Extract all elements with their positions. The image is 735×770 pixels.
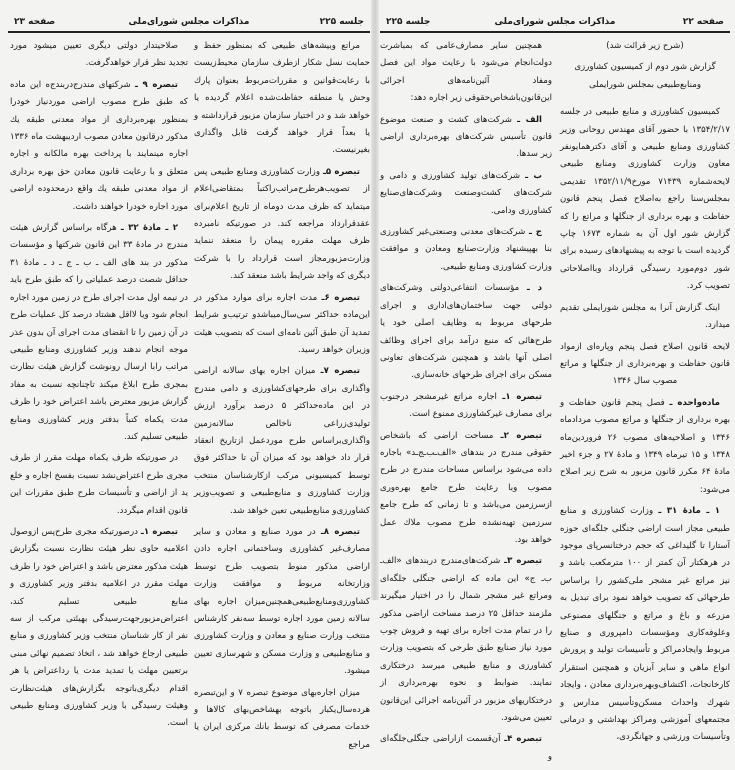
- paragraph-text: آن‌قسمت ازاراضی جنگلی‌جلگه‌ای و: [380, 734, 552, 762]
- paragraph-text: فصل پنجم قانون حفاظت و بهره برداری از جنگلها و مراتع مصوب مردادماه ۱۳۴۶ و اصلاحیه‌های مصوب ۲۶ فروردین‌ماه ۱۳۴۸ و ۱۵ تیرماه ۱۳۴۹ و مادهٔ ۲۷ و جزء اخیر مادهٔ ۶۴ مکرر قانون مزبور به شرح زیر اصلاح می‌شود:: [560, 397, 730, 495]
- paragraph-text: مؤسسات انتفاعی‌دولتی وشرکت‌های دولتی جهت ساختمان‌های‌اداری و اجرای طرحهای مربوط به وظایف اصلی خود یا طرح‌هائی که منبع درآمد برای اجرای وظائف اصلی آنها باشد و همچنین شرکت‌های تعاونی مسکن برای اجرای طرحهای خانه‌سازی.: [380, 283, 552, 381]
- paragraph: [194, 363, 370, 520]
- page-number: صفحه ۲۳: [14, 17, 56, 27]
- session-number: جلسه ۲۲۵: [386, 17, 431, 27]
- paragraph: کمیسیون کشاورزی و منابع طبیعی در جلسه ۱۳۵۴/۲/۱۷ با حضور آقای مهندس روحانی وزیر کشاورزی ومنابع طبیعی و آقای دکترهمایونفر معاون وزارت کشاورزی ومنابع طبیعی لایحه‌شماره ۷۱۴۳۹ مورخ۱۳۵۲/۱۱/۹ تقدیمی بمجلس‌سنا راجع به‌اصلاح فصل پنجم قانون حفاظت و بهره برداری از جنگلها و مراتع را که گزارش شور اول آن به شماره ۱۶۷۳ چاپ گردیده است با توجه به پیشنهادهای رسیده برای شور دوم‌مورد رسیدگی قرارداد وبااصلاحاتی تصویب کرد.: [560, 107, 730, 292]
- paragraph: [10, 220, 188, 446]
- paragraph: [194, 38, 370, 160]
- paragraph: [10, 524, 188, 733]
- paragraph: [10, 450, 188, 520]
- paragraph-text: در مورد صنایع و معادن و سایر مصارف‌غیر کشاورزی وساختمانی اجاره دادن اراضی مذکور منوط بتصویب طرح توسط وزارتخانه مربوط و موافقت وزارت کشاورزی‌ومنابع‌طبیعی‌همچنین‌میزان اجاره بهای سالانه زمین مورد اجاره توسط سه‌نفر کارشناس منتخب وزارت صنایع و معادن و وزارت کشاورزی و منابع‌طبیعی و وزارت مسکن و شهرسازی تعیین میشود.: [194, 526, 370, 677]
- paragraph-text: شرکت‌های معدنی وصنعتی‌غیر کشاورزی بنا بهپیشنهاد وزارت‌صنایع ومعادن و موافقت وزارت کشاورزی ومنابع طبیعی.: [380, 227, 552, 272]
- paragraph: [194, 290, 370, 360]
- text-column-left: [380, 38, 552, 770]
- page-gutter: [371, 0, 379, 600]
- paragraph-text: شرکت‌های تولید کشاورزی و دامی و شرکت‌های کشت‌وصنعت وشرکت‌های‌صنایع کشاورزی ودامی.: [380, 170, 552, 216]
- clause-label: ج ـ: [528, 227, 542, 238]
- paragraph-text: وزارت کشاورزی و منابع طبیعی مجاز است اراضی جنگلی جلگه‌ای حوزه آستارا تا گلیداغی که حجم درختانسرپای موجود در هرهکتار آن کمتر از ۱۰۰ مترمکعب باشد و نیز مراتع غیر مشجر ملی‌کشور را براساس طرحهائی که تصویب خواهد نمود برای تبدیل به مزرعه و باغ و مراتع و جنگلهای مصنوعی وعلوفه‌کاری ومؤسسات دامپروری و صنایع مربوط وایجادمراکز و تأسیسات تولید و پرورش انواع ماهی و سایر آبزیان و همچنین استقرار کارخانجات، اکتشاف‌وبهره‌برداری معادن ، وایجاد شهرك واحداث مسکن‌وتأسیس مدارس و مجتمعهای آموزشی ومراکز بهداشتی و درمانی وتأسیسات ورزشی و جهانگردی،: [560, 506, 730, 743]
- paragraph: [560, 395, 730, 499]
- note-label: تبصره ۲ـ: [500, 430, 542, 441]
- header-title: مذاکرات مجلس شورای‌ملی: [494, 17, 616, 27]
- paragraph-text: مساحت اراضی که باشخاص حقوقی مندرج در بندهای «الف‌ـب‌ـج‌ـد» باجاره داده می‌شود براساس مساحات مندرج در طرح مصوب وبا رعایت طرح جامع بهره‌وری ازسرزمین می‌باشد و تا زمانی که طرح جامع سرزمین تهیه‌نشده طرح مصوب ملاك عمل خواهد بود.: [380, 430, 552, 545]
- note-label: تبصره ۴ـ: [504, 734, 542, 745]
- note-label: تبصره ۱ـ: [140, 526, 178, 537]
- paragraph: [380, 389, 552, 424]
- header-title: مذاکرات مجلس شورای‌ملی: [128, 17, 250, 27]
- paragraph-text: در صورتیکه ظرف یکماه مهلت مقرر از طرف مجری طرح اعتراض‌نشد نسبت بفسخ اجاره و خلع ید از اراضی و تأسیسات طرح طبق مقررات این قانون اقدام میگردد.: [10, 453, 188, 516]
- paragraph-text: شرکت‌های‌مندرج دربندهای «الف‌ـ ب‌ـ ج» این ماده که اراضی جنگلی جلگه‌ای ومراتع غیر مشجر شمال را در اختیار میگیرند ملزمند حداقل ۲۵ درصد مساحت اراضی مذکور را در تمام مدت اجاره برای تهیه و فروش چوب مورد نیاز صنایع طبق طرحی که بتصویب وزارت کشاورزی و منابع طبیعی میرسد درختکاری نمایند. ضوابط و نحوه بهره‌برداری از درختکاریهای مزبور در آئین‌نامه اجرائی این‌قانون تعیین می‌شود.: [380, 556, 552, 724]
- reading-note: (شرح زیر قرائت شد): [606, 41, 684, 51]
- paragraph: [380, 112, 552, 164]
- clause-label: الف ـ: [517, 114, 542, 125]
- paragraph: [380, 553, 552, 727]
- paragraph: [380, 731, 552, 766]
- note-label: تبصره ۶ـ: [321, 292, 360, 303]
- article-label: ۲ ـ مادهٔ ۳۲ ـ: [120, 223, 178, 234]
- text-column-right: [194, 38, 370, 758]
- paragraph-text: صلاحیتدار دولتی دیگری تعیین میشود مورد تجدید نظر قرار خواهدگرفت.: [10, 41, 188, 69]
- article-label: ماده‌واحده ـ: [669, 397, 720, 408]
- paragraph: [560, 503, 730, 747]
- paragraph-text: اجاره مراتع غیرمشجر درجنوب برای مصارف غیرکشاورزی ممنوع است.: [380, 391, 552, 420]
- paragraph-text: مدت اجاره برای موارد مذکور در این‌ماده حداکثر سی‌سال‌میباشدو ترتیب‌و شرایط تمدید آن طبق آئین نامه‌ای است که بتصویب هیئت وزیران خواهد رسید.: [194, 292, 370, 355]
- note-label: تبصره ۷ـ: [320, 366, 360, 377]
- paragraph-text: میزان اجاره بهای سالانه اراضی واگذاری برای طرحهای‌کشاورزی و دامی مندرج در این ماده‌حداکثر ۵ درصد برآورد ارزش تولیدی‌زراعی ناخالص سالانه‌زمین واگذاری‌براساس طرح موردعمل ازتاریخ انعقاد قرار داد خواهد بود که میزان آن تا حداکثر فوق توسط کمیسیونی مرکب ازکارشناسان منتخب وزارت کشاورزی و منابع‌طبیعی و تصویب‌وزیر کشاورزی‌و منابع‌طبیعی تعین خواهد شد.: [194, 366, 370, 516]
- report-title: گزارش شور دوم از کمیسیون کشاورزی ومنابع‌طبیعی بمجلس شورایملی: [574, 62, 716, 90]
- paragraph-text: میزان اجاره‌بهای موضوع تبصره ۷ و این‌تبصره هرده‌سال‌یکبار باتوجه بهشاخص‌بهای کالاها و خدمات مصرفی که توسط بانك مرکزی ایران یا مراجع: [194, 687, 370, 750]
- note-label: تبصره ۱ـ: [502, 391, 542, 402]
- paragraph-text: وزارت کشاورزی ومنابع طبیعی پس از تصویب‌هرطرح‌مراتب‌راکتباً بمتقاضی‌اعلام میتماید که ظرف مدت دوماه از تاریخ اعلام‌برای عقدقرارداد مراجعه کند. در صورتیکه نامبرده ظرف مهلت مقرره پیمان را منعقد ننماید وزارت‌مزبورمجاز است قرارداد را با شرکت دیگری که واجد شرایط باشد منعقد کند.: [194, 166, 370, 282]
- page-header: [8, 17, 370, 33]
- page-number: صفحه ۲۲: [682, 17, 724, 27]
- paragraph: اینک گزارش آنرا به مجلس شورایملی تقدیم میدارد.: [560, 302, 730, 331]
- paragraph: [380, 224, 552, 276]
- clause-label: د ـ: [526, 283, 542, 294]
- paragraph-text: درصورتیکه مجری طرح‌پس ازوصول اعلامیه حاوی نظر هیئت نظارت نسبت بگزارش هیئت مذکور معترض باشد و اعتراض خود را ظرف مهلت مقرر در اعلامیه بدفتر وزیر کشاورزی و منابع طبیعی تسلیم کند، اعتراض‌مزبورجهت‌رسیدگی بهیئتی مرکب از سه نفر از کار شناسان منتخب وزیر کشاورزی و منابع طبیعی ارجاع خواهد شد ، اتخاذ تصمیم نهائی مبنی برتعیین مهلت یا تمدید مدت یا رداعتراض یا هر اقدام دیگری‌باتوجه بگزارش‌های هیئت‌نظارت وهیئت رسیدگی با وزیر کشاورزی ومنابع طبیعی است.: [10, 526, 188, 729]
- paragraph: [194, 164, 370, 286]
- paragraph: [10, 77, 188, 216]
- paragraph-text: همچنین سایر مصارف‌عامی که بمباشرت دولت‌انجام می‌شود با رعایت مواد این فصل ومفاد آئین‌نامه‌های اجرائی این‌قانون‌باشخاص‌حقوقی زیر اجاره دهد:: [380, 41, 552, 104]
- text-column-left: [10, 38, 188, 737]
- note-label: تبصره ۸ـ: [320, 526, 360, 537]
- clause-label: ب ـ: [525, 170, 542, 181]
- session-number: جلسه ۲۲۵: [319, 17, 364, 27]
- bill-title: لایحه قانون اصلاح فصل پنجم وپاره‌ای ازمواد قانون حفاظت و بهره‌برداری از جنگلها و مراتع مصوب سال ۱۳۴۶: [560, 341, 730, 387]
- right-page: [380, 0, 730, 762]
- paragraph: [194, 524, 370, 681]
- text-column-right: [560, 38, 730, 751]
- paragraph: [380, 428, 552, 550]
- paragraph-text: هرگاه براساس گزارش هیئت مندرج در مادهٔ ۳۳ این قانون شرکتها و مؤسسات مذکور در بند های الف ـ ب ـ ج ـ د ـ مادهٔ ۳۱ حداقل شصت درصد عملیاتی را که طبق طرح باید در نیمه اول مدت اجرای طرح در زمین مورد اجاره انجام شود ویا لااقل هشتاد درصد کل عملیات طرح در آن زمین را تا انقضای مدت اجرای آن بدون عذر موجه انجام ندهند وزیر کشاورزی ومنابع طبیعی مراتب رابا ارسال رونوشت گزارش هیئت نظارت بمجری طرح ابلاغ میکند تاچنانچه نسبت به مفاد گزارش مزبور معترض باشد اعتراض خود را ظرف مدت یکماه کتباً بدفتر وزیر کشاورزی ومنابع طبیعی تسلیم کند.: [10, 223, 188, 442]
- note-label: تبصره ۹ ـ: [135, 79, 178, 90]
- paragraph: [380, 38, 552, 108]
- paragraph: [10, 38, 188, 73]
- paragraph-text: مراتع وبیشه‌های طبیعی که بمنظور حفظ و حمایت نسل شکار ازطرف سازمان محیط‌زیست با رعایت‌قوانین و مقررات‌مربوط بعنوان پارك وحش یا منطقه حفاظت‌شده اعلام گردیده یا خواهد شد و در اختیار سازمان مزبور قرارداشته و یا بعداً قرار خواهد گرفت قابل واگذاری بغیرنیست.: [194, 41, 370, 156]
- paragraph: [380, 280, 552, 384]
- paragraph: [194, 685, 370, 755]
- left-page: [8, 0, 370, 750]
- paragraph-text: شرکتهای مندرج‌دربندج‌ه این ماده که طبق طرح مصوب اراضی موردنیاز خودرا بمنظور بهره‌برداری از مواد معدنی طبقه یك مذکور درقانون معادن مصوب اردیبهشت ماه ۱۳۳۶ اجاره مینمایند با پرداخت بهره مالکانه و اجاره متعلق و با رعایت قانون معادن حق بهره برداری از مواد معدنی طبقه یك واقع درمحدوده اراضی مورد اجاره خودرا خواهند داشت.: [10, 79, 188, 212]
- paragraph-text: شرکت‌های کشت و صنعت موضوع قانون تأسیس شرکت‌های بهره‌برداری اراضی زیر سدها.: [380, 114, 552, 160]
- note-label: تبصره ۳ـ: [504, 556, 542, 567]
- page-header: [380, 17, 730, 33]
- note-label: تبصره ۵ـ: [322, 166, 360, 177]
- article-label: ۱ ـ مادهٔ ۳۱ ـ: [658, 506, 720, 517]
- paragraph: [380, 168, 552, 220]
